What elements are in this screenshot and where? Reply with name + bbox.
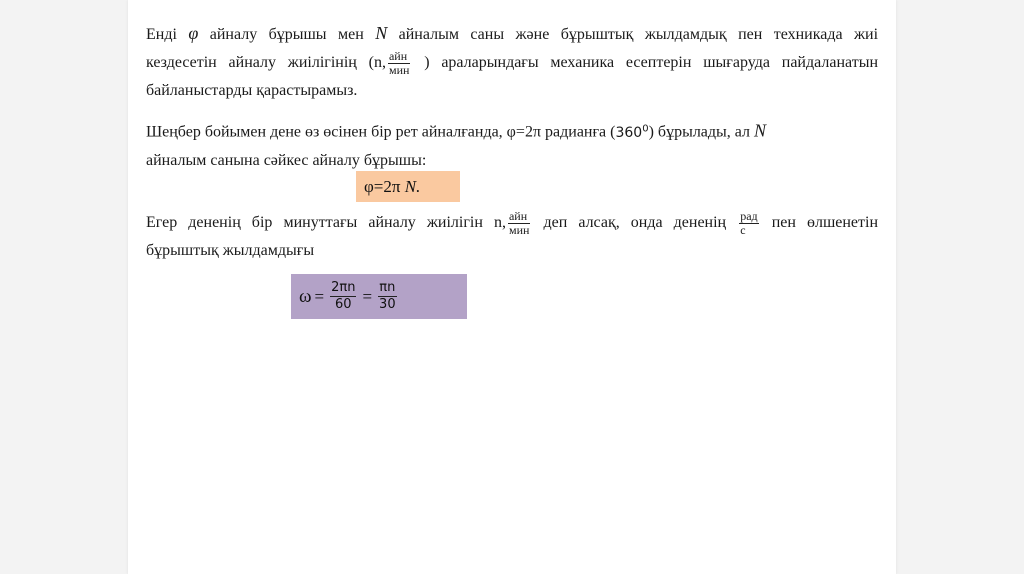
formula-rotation-angle: φ=2π N.	[356, 171, 460, 202]
degree-value: $360^0$	[615, 123, 649, 141]
paragraph-angular-velocity-line-2: бұрыштық жылдамдығы	[146, 242, 315, 259]
paragraph-rotation-line-2: айналым санына сәйкес айналу бұрышы:	[146, 151, 427, 169]
paragraph-intro-line-2: кездесетін айналу жиілігінің (n, $\frac{\text{айн}}{\text{мин}}$ ) араларындағы механика есептерін шығаруда пайдаланатын	[146, 48, 879, 77]
n-symbol: N	[754, 120, 767, 141]
paragraph-rotation	[146, 115, 878, 175]
fraction-2pin-60: $\frac{2\pi n}{60}$	[331, 280, 356, 312]
paragraph-intro-line-3: байланыстарды қарастырамыз.	[146, 82, 358, 99]
paragraph-angular-velocity-line-1: Егер дененің бір минуттағы айналу жиілігін n, $\frac{\text{айн}}{\text{мин}}$ деп алсақ, онда дененің $\frac{\text{рад}}{с}$ пен өлшенетін	[146, 208, 879, 237]
phi-symbol: φ	[188, 23, 199, 43]
rpm-fraction: $\frac{\text{айн}}{\text{мин}}$	[388, 48, 410, 77]
fraction-pin-30: $\frac{\pi n}{30}$	[379, 280, 396, 312]
paragraph-intro	[146, 19, 878, 105]
paragraph-angular-velocity	[146, 209, 878, 265]
rpm-fraction: $\frac{\text{айн}}{\text{мин}}$	[508, 208, 530, 237]
paragraph-intro-line-1: Енді φ айналу бұрышы мен N айналым саны және бұрыштық жылдамдық пен техникада жиі	[146, 23, 879, 43]
n-symbol: N	[375, 23, 388, 43]
rad-per-second-fraction: $\frac{\text{рад}}{с}$	[740, 208, 758, 237]
paragraph-rotation-line-1: Шеңбер бойымен дене өз өсінен бір рет айналғанда, φ=2π радианға $(360^0)$ бұрылады, ал N	[146, 120, 767, 141]
formula-angular-velocity: ω = $\frac{2\pi n}{60}$ = $\frac{\pi n}{30}$	[291, 274, 467, 319]
